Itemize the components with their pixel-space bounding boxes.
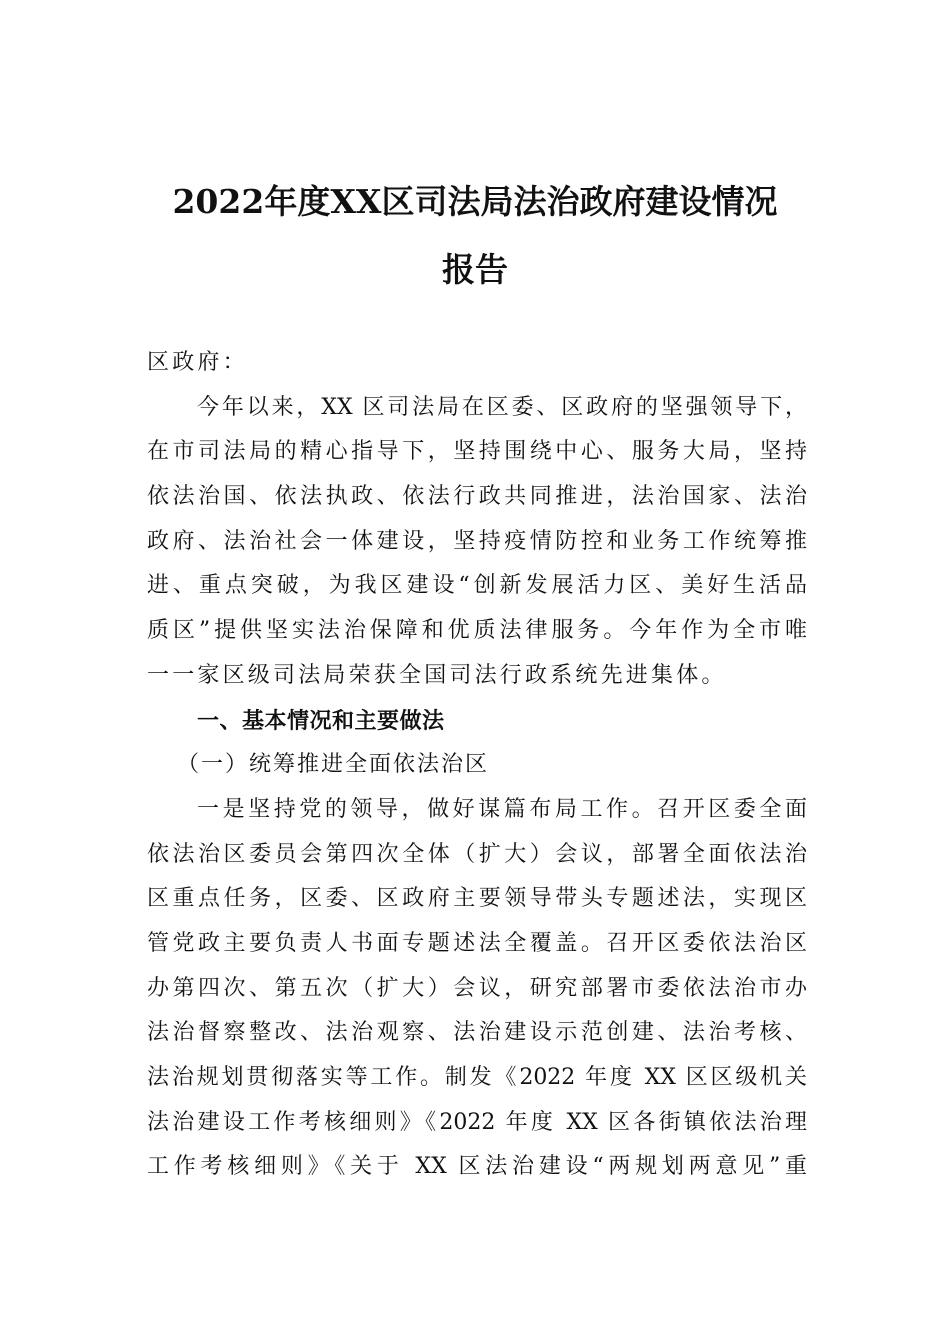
section-heading: 一、基本情况和主要做法: [197, 707, 445, 734]
salutation: 区政府：: [147, 350, 248, 375]
text-line: 管党政主要负责人书面专题述法全覆盖。召开区委依法治区: [147, 930, 807, 956]
text-line: 区重点任务，区委、区政府主要领导带头专题述法，实现区: [147, 886, 807, 912]
text-line: 依法治区委员会第四次全体（扩大）会议，部署全面依法治: [147, 841, 807, 867]
subsection-heading: （一）统筹推进全面依法治区: [177, 752, 490, 778]
document-body: [147, 341, 807, 1190]
text-line: 在市司法局的精心指导下，坚持围绕中心、服务大局，坚持: [147, 439, 807, 465]
text-line: 质区”提供坚实法治保障和优质法律服务。今年作为全市唯: [147, 618, 807, 644]
text-line: 一是坚持党的领导，做好谋篇布局工作。召开区委全面: [197, 796, 807, 822]
document-title-line-2: 报告: [442, 250, 508, 289]
text-line: 政府、法治社会一体建设，坚持疫情防控和业务工作统筹推: [147, 528, 807, 554]
text-line: 今年以来，XX 区司法局在区委、区政府的坚强领导下，: [197, 394, 807, 420]
text-line: 工作考核细则》《关于 XX 区法治建设“两规划两意见”重: [147, 1154, 807, 1180]
text-line: 进、重点突破，为我区建设“创新发展活力区、美好生活品: [147, 573, 807, 599]
text-line: 一一家区级司法局荣获全国司法行政系统先进集体。: [147, 662, 727, 688]
text-line: 办第四次、第五次（扩大）会议，研究部署市委依法治市办: [147, 975, 807, 1001]
document-title-line-1: 2022年度XX区司法局法治政府建设情况: [172, 182, 778, 221]
text-line: 法治规划贯彻落实等工作。制发《2022 年度 XX 区区级机关: [147, 1065, 807, 1090]
text-line: 法治督察整改、法治观察、法治建设示范创建、法治考核、: [147, 1020, 807, 1046]
text-line: 依法治国、依法执政、依法行政共同推进，法治国家、法治: [147, 484, 807, 510]
text-line: 法治建设工作考核细则》《2022 年度 XX 区各街镇依法治理: [147, 1109, 807, 1135]
